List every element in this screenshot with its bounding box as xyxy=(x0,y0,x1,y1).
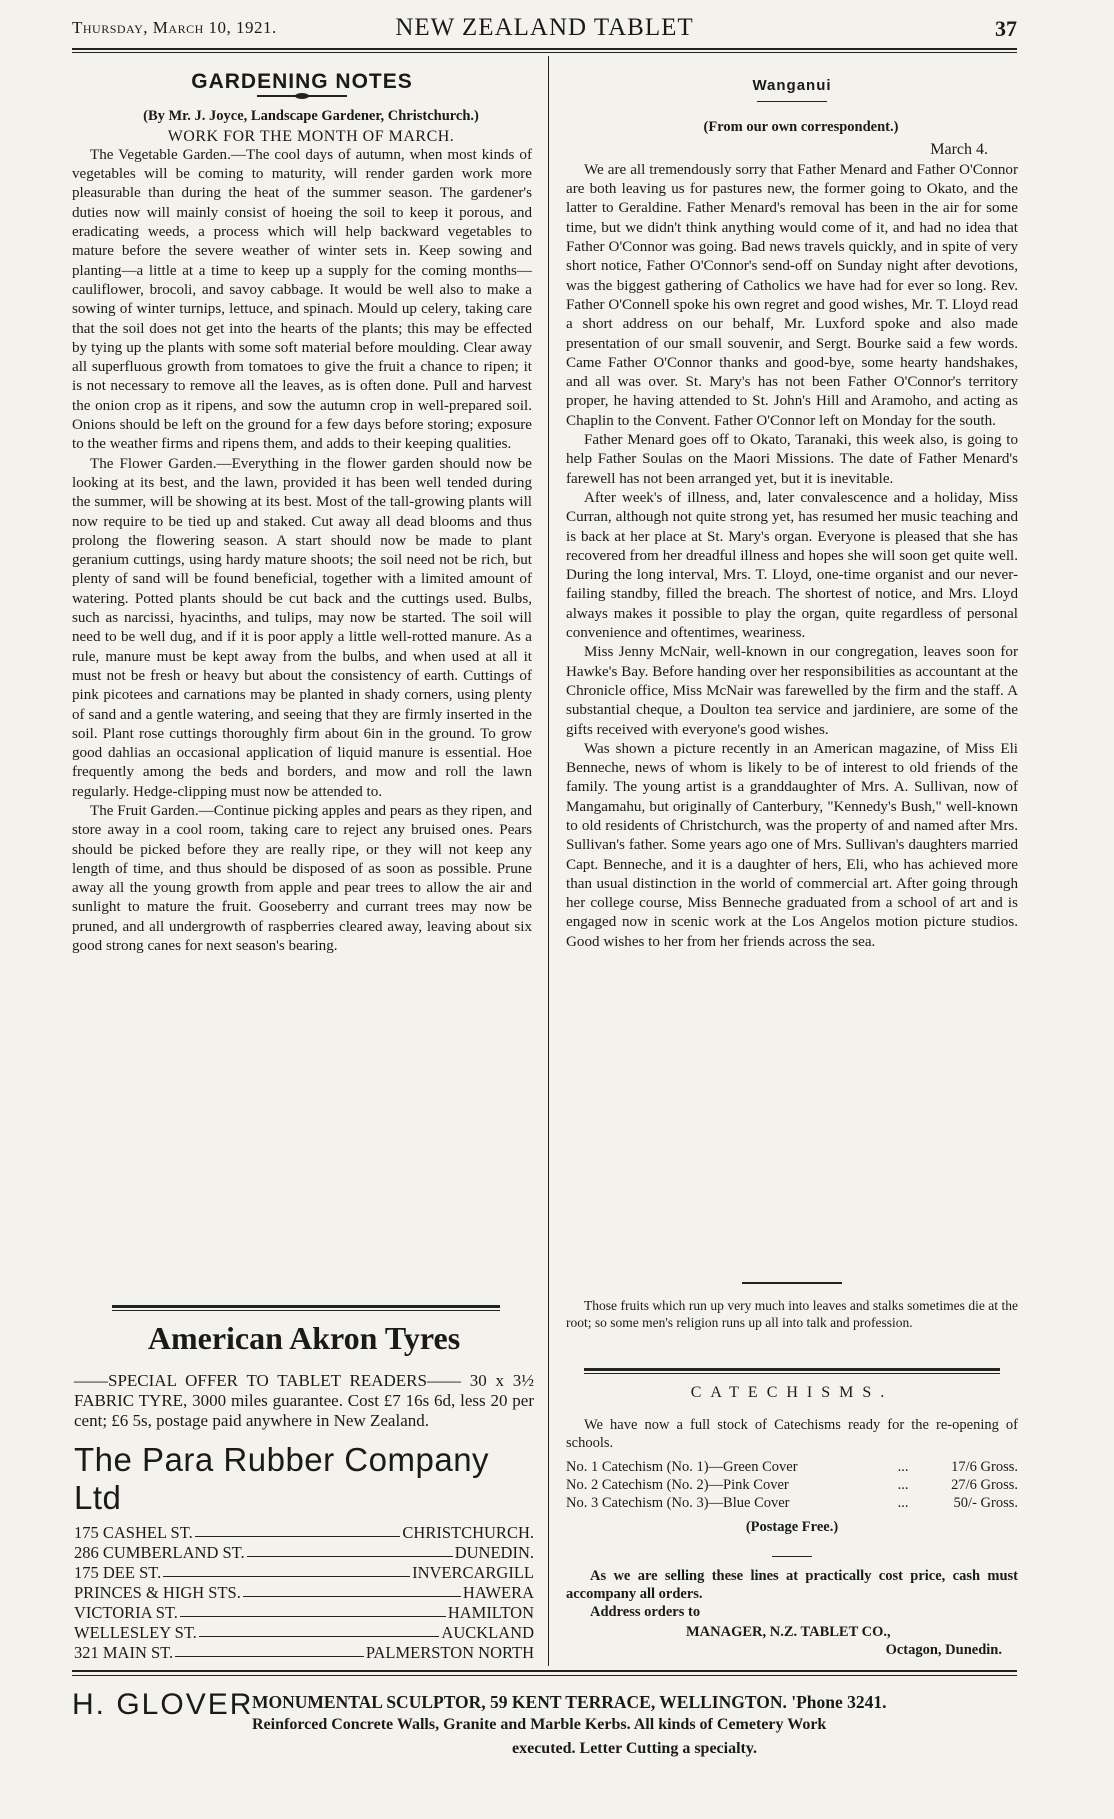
catechism-item: No. 1 Catechism (No. 1)—Green Cover ... 17/6 Gross. xyxy=(566,1459,1018,1475)
gardening-title: GARDENING NOTES xyxy=(191,70,413,93)
postage-note: (Postage Free.) xyxy=(745,1519,839,1535)
address-row: VICTORIA ST. HAMILTON xyxy=(74,1603,534,1622)
ad-top-rule xyxy=(112,1305,500,1308)
catechism-top-rule-thin xyxy=(584,1373,1000,1374)
address-row: PRINCES & HIGH STS. HAWERA xyxy=(74,1583,534,1602)
advertiser-line-2: Reinforced Concrete Walls, Granite and Marble Kerbs. All kinds of Cemetery Work xyxy=(252,1716,827,1733)
ornament-divider xyxy=(257,93,347,99)
catechism-price-list xyxy=(566,1458,1018,1512)
footer-rule-thin xyxy=(72,1675,1017,1676)
paragraph: Miss Jenny McNair, well-known in our congregation, leaves soon for Hawke's Bay. Before handing over her responsibilities as accountant at the Chronicle office, Miss McNair was farewelled by the firm and the staff. A substantial cheque, a Doulton tea service and jardiniere, are some of the gifts received with everyone's good wishes. xyxy=(566,644,1018,738)
filler-quote: Those fruits which run up very much into leaves and stalks sometimes die at the root; so some men's religion runs up all into talk and profession. xyxy=(566,1298,1018,1330)
paragraph-flower-garden: The Flower Garden.—Everything in the flower garden should now be looking at its best, and the lawn, provided it has been well tended during the summer, will be showing at its best. Most of the tall-growing plants will now require to be tied up and staked. Cut away all dead blooms and thus prolong the flowering season. A start should now be made to plant geranium cuttings, using hardy mature shoots; the soil need not be rich, but plenty of sand will be found beneficial, together with a limited amount of watering. Potted plants should be cut back and the cuttings used. Bulbs, such as narcissi, hyacinths, and tulips, may now be started. The soil will need to be well dug, and if it is poor apply a little well-rotted manure. As a rule, manure must be kept away from the bulbs, and when used at all it must not be fresh or heavy but about the consistency of earth. Cuttings of pink picotees and carnations may be planted in shady corners, using plenty of sand and a gentle watering, and seeing that they are firmly inserted in the soil. Plant rose cuttings thoroughly firm about 6in in the ground. To grow good dahlias an occasional application of liquid manure is essential. Hoe frequently among the beds and borders, and mow and roll the lawn regularly. Hedge-clipping must now be attended to. xyxy=(72,455,532,800)
page-header xyxy=(72,12,1017,48)
address-row: WELLESLEY ST. AUCKLAND xyxy=(74,1623,534,1642)
short-divider xyxy=(757,101,827,102)
wanganui-title: Wanganui xyxy=(752,77,832,94)
wanganui-article xyxy=(566,72,1018,952)
location-line: Octagon, Dunedin. xyxy=(885,1642,1002,1658)
address-row: 321 MAIN ST. PALMERSTON NORTH xyxy=(74,1643,534,1662)
ad-title: American Akron Tyres xyxy=(147,1320,461,1356)
masthead: NEW ZEALAND TABLET xyxy=(395,14,694,41)
correspondent-line: (From our own correspondent.) xyxy=(703,119,899,136)
paragraph-vegetable-garden: The Vegetable Garden.—The cool days of autumn, when most kinds of vegetables will be coming to maturity, will render garden work more pleasurable than during the heat of the summer season. The gardener's duties now will mainly consist of hoeing the soil to keep it porous, and eradicating weeds, a process which will help backward vegetables to mature before the severe weather of winter sets in. Keep sowing and planting—a little at a time to keep up a supply for the coming months—cauliflower, brocoli, and savoy cabbage. It would be well also to make a sowing of winter turnips, lettuce, and spinach. Mould up celery, taking care that the soil does not get into the hearts of the plants; this may be effected by tying up the plants with some soft material before moulding. Clear away all superfluous growth from tomatoes to give the fruit a chance to ripen; it is not necessary to remove all the leaves, as is often done. Pull and harvest the onion crop as it ripens, and sow the autumn crop in well-prepared soil. Onions should be left on the ground for a few days before storing; exposure to the weather firms and ripens them, and adds to their keeping qualities. xyxy=(72,146,532,453)
header-rule-thin xyxy=(72,52,1017,53)
catechisms-title: CATECHISMS. xyxy=(690,1384,894,1401)
column-divider xyxy=(548,56,549,1666)
manager-line: MANAGER, N.Z. TABLET CO., xyxy=(686,1624,891,1640)
paragraph: We are all tremendously sorry that Father Menard and Father O'Connor are both leaving us for pastures new, the former going to Okato, and the latter to Geraldine. Father Menard's removal has been in the air for some time, but we didn't think anything would come of it, and had no idea that Father O'Connor was going. Bad news travels quickly, and in spite of very short notice, Father O'Connor's send-off on Sunday night after devotions, was the biggest gathering of Catholics we have had for ever so long. Rev. Father O'Connell spoke his own regret and good wishes, Mr. T. Lloyd read a short address on our behalf, Mr. Luxford spoke and also made presentation of our small souvenir, and Sergt. Bourke said a few words. Came Father O'Connor thanks and good-bye, some hearty handshakes, and all was over. St. Mary's has not been Father O'Connor's territory proper, he having attended to St. John's Hill and Aramoho, and acting as Chaplin to the Convent. Father O'Connor left on Monday for the south. xyxy=(566,161,1018,429)
filler-rule xyxy=(742,1282,842,1284)
payment-note: As we are selling these lines at practically cost price, cash must accompany all orders. xyxy=(566,1568,1018,1602)
gardening-notes-article xyxy=(72,72,532,956)
address-label: Address orders to xyxy=(590,1604,701,1620)
catechism-top-rule xyxy=(584,1368,1000,1371)
catechisms-intro: We have now a full stock of Catechisms ready for the re-opening of schools. xyxy=(566,1417,1018,1451)
advertiser-line-3: executed. Letter Cutting a specialty. xyxy=(512,1740,757,1757)
footer-rule xyxy=(72,1670,1017,1672)
page-number: 37 xyxy=(995,16,1017,41)
gardening-subtitle: WORK FOR THE MONTH OF MARCH. xyxy=(167,127,455,145)
short-rule xyxy=(772,1556,812,1557)
paragraph: After week's of illness, and, later convalescence and a holiday, Miss Curran, although not quite strong yet, has resumed her music teaching and is back at her place at St. Mary's organ. Everyone is pleased that she has recovered from her dreadful illness and hopes she will soon get quite well. During the long interval, Mrs. T. Lloyd, one-time organist and our never-failing standby, filled the breach. The shortest of notice, and Mrs. Lloyd always makes it possible to play the organ, quite regardless of personal convenience and oftentimes, weariness. xyxy=(566,489,1018,642)
address-row: 175 DEE ST. INVERCARGILL xyxy=(74,1563,534,1582)
catechism-item: No. 3 Catechism (No. 3)—Blue Cover ... 50/- Gross. xyxy=(566,1495,1018,1511)
paragraph: Father Menard goes off to Okato, Taranaki, this week also, is going to help Father Soulas on the Maori Missions. The date of Father Menard's farewell has not been arranged yet, but it is inevitable. xyxy=(566,432,1018,487)
akron-tyres-ad xyxy=(74,1320,534,1663)
address-row: 286 CUMBERLAND ST. DUNEDIN. xyxy=(74,1543,534,1562)
company-name: The Para Rubber Company Ltd xyxy=(74,1441,490,1516)
advertiser-name: H. GLOVER xyxy=(72,1688,254,1721)
catechisms-ad xyxy=(566,1384,1018,1659)
address-row: 175 CASHEL ST. CHRISTCHURCH. xyxy=(74,1523,534,1542)
gardening-byline: (By Mr. J. Joyce, Landscape Gardener, Christchurch.) xyxy=(143,108,479,125)
catechism-item: No. 2 Catechism (No. 2)—Pink Cover ... 27/6 Gross. xyxy=(566,1477,1018,1493)
advertiser-line-1: MONUMENTAL SCULPTOR, 59 KENT TERRACE, WELLINGTON. 'Phone 3241. xyxy=(252,1692,887,1712)
issue-date: Thursday, March 10, 1921. xyxy=(72,18,277,37)
paragraph: Was shown a picture recently in an American magazine, of Miss Eli Benneche, news of whom is likely to be of interest to old friends of the family. The young artist is a granddaughter of Mrs. A. Sullivan, now of Mangamahu, but originally of Canterbury, "Kennedy's Bush," well-known to old residents of Christchurch, was the property of and named after Mrs. Sullivan's father. Some years ago one of Mrs. Sullivan's daughters married Capt. Benneche, and it is a daughter of hers, Eli, who has achieved more than usual distinction in the world of commercial art. After going through her college course, Miss Benneche graduated from a school of art and is engaged now in scenic work at the Los Angelos motion picture studios. Good wishes to her from her friends across the sea. xyxy=(566,740,1018,950)
paragraph-fruit-garden: The Fruit Garden.—Continue picking apples and pears as they ripen, and store away in a cool room, taking care to reject any bruised ones. Pears should be picked before they are really ripe, or they will not keep any length of time, and thus should be disposed of as soon as possible. Prune away all the young growth from apple and pear trees to allow the air and sunlight to mature the fruit. Gooseberry and currant trees may now be pruned, and all undergrowth of raspberries cleared away, leaving about six good strong canes for next season's bearing. xyxy=(72,802,532,955)
dateline: March 4. xyxy=(930,140,988,158)
ad-top-rule-thin xyxy=(112,1310,500,1311)
header-rule xyxy=(72,48,1017,50)
ad-offer-text: ——SPECIAL OFFER TO TABLET READERS—— 30 x 3½ FABRIC TYRE, 3000 miles guarantee. Cost £7 16s 6d, less 20 per cent; £6 5s, postage paid anywhere in New Zealand. xyxy=(74,1371,534,1430)
